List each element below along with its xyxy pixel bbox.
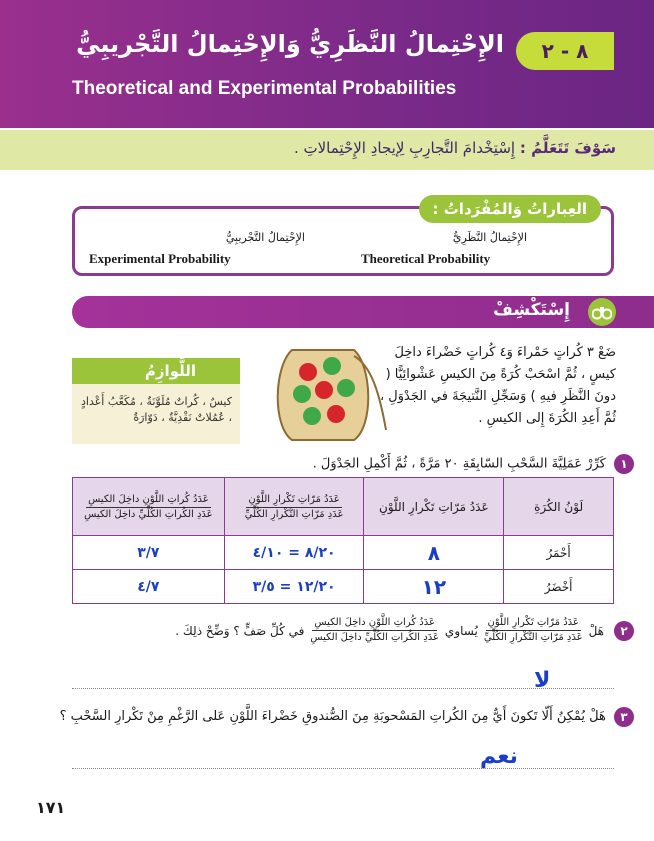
answer-line-3	[72, 768, 614, 769]
header-ratio2-top: عَدَدُ كُراتِ اللَّوْنِ داخِلَ الكيسِ	[86, 493, 211, 508]
header-ratio-bag	[73, 478, 225, 536]
question-3-answer[interactable]: نعم	[480, 744, 518, 769]
learning-objective-label: سَوْفَ تَتَعَلَّمُ :	[519, 139, 616, 157]
vocabulary-tab: العِباراتُ وَالمُفْرَداتُ :	[419, 195, 601, 223]
q2-fraction-b-top: عَدَدُ كُراتِ اللَّوْنِ داخِلَ الكيسِ	[312, 616, 437, 631]
row-count-input[interactable]: ١٢	[364, 570, 504, 604]
q2-fraction-a-top: عَدَدُ مَرّاتِ تَكْرارِ اللَّوْنِ	[486, 616, 581, 631]
header-ratio-frequency	[224, 478, 364, 536]
vocab-term-ar-2: الإِحْتِمالُ التَّجْريبِيُّ	[225, 231, 305, 244]
explore-label: إِسْتَكْشِفْ	[493, 300, 570, 320]
explore-instructions: ضَعْ ٣ كُراتٍ حَمْراءَ وَ٤ كُراتٍ خَضْراءَ داخِلَ كيسٍ ، ثُمَّ اسْحَبْ كُرَةً مِنَ الكيسِ عَشْوائِيًّا ( دونَ النَّظَرِ فيهِ ) وَسَجِّلِ النَّتيجَةَ في الجَدْوَلِ ، ثُمَّ أَعِدِ الكُرَةَ إِلى الكيسِ .	[379, 345, 616, 426]
question-2-post: في كُلِّ صَفٍّ ؟ وَضِّحْ ذلِكَ .	[175, 623, 305, 638]
row-color: أَخْضَرُ	[504, 570, 614, 604]
lesson-header	[0, 0, 654, 128]
vocab-term-en-2: Experimental Probability	[89, 251, 231, 266]
table-row	[73, 570, 614, 604]
page-number: ١٧١	[36, 798, 66, 817]
explore-bar	[72, 296, 654, 328]
question-3-number: ٣	[614, 707, 634, 727]
question-3	[34, 706, 634, 728]
header-count: عَدَدُ مَرّاتِ تَكْرارِ اللَّوْنِ	[364, 478, 504, 536]
binoculars-icon	[588, 298, 616, 326]
bag-of-balls-illustration	[262, 336, 392, 448]
header-color: لَوْنُ الكُرَةِ	[504, 478, 614, 536]
row-ratio1-input[interactable]: ٨/٢٠ = ٤/١٠	[224, 536, 364, 570]
materials-title: اللَّوازِمُ	[72, 358, 240, 384]
question-1-text: كَرِّرْ عَمَلِيَّةَ السَّحْبِ السّابِقَةِ ٢٠ مَرَّةً ، ثُمَّ أَكْمِلِ الجَدْوَلَ .	[312, 456, 606, 472]
question-2-answer[interactable]: لا	[534, 668, 551, 693]
row-color: أَحْمَرُ	[504, 536, 614, 570]
learning-objective-text: إِسْتِخْدامَ التَّجارِبِ لِإيجادِ الإِحْتِمالاتِ .	[293, 139, 516, 157]
materials-box	[72, 358, 240, 444]
header-ratio1-top: عَدَدُ مَرّاتِ تَكْرارِ اللَّوْنِ	[246, 493, 341, 508]
lesson-title-english: Theoretical and Experimental Probabilities	[72, 78, 457, 99]
question-2-mid: يُساوي	[444, 623, 478, 638]
lesson-title-arabic: الإِحْتِمالُ النَّظَرِيُّ وَالإِحْتِمالُ التَّجْريبِيُّ	[76, 30, 504, 58]
learning-objective	[294, 139, 616, 157]
header-ratio1-bottom: عَدَدِ مَرّاتِ التَّكْرارِ الكُلِّيِّ	[244, 509, 344, 520]
row-count-input[interactable]: ٨	[364, 536, 504, 570]
materials-list: كيسٌ ، كُراتٌ مُلَوَّنَةٌ ، مُكَعَّبُ أَعْدادٍ ، عُمُلاتٌ نَقْدِيَّةٌ ، دَوّارَةٌ	[81, 395, 232, 424]
question-1	[313, 454, 634, 474]
question-1-number: ١	[614, 454, 634, 474]
q2-fraction-b-bottom: عَدَدِ الكُراتِ الكُلِّيِّ داخِلَ الكيسِ	[310, 632, 439, 643]
q2-fraction-a-bottom: عَدَدِ مَرّاتِ التَّكْرارِ الكُلِّيِّ	[483, 632, 583, 643]
question-2-pre: هَلْ	[588, 623, 604, 638]
answer-line-2	[72, 688, 614, 689]
vocab-term-ar-1: الإِحْتِمالُ النَّظَرِيُّ	[452, 231, 527, 244]
row-ratio2-input[interactable]: ٣/٧	[73, 536, 225, 570]
results-table	[72, 477, 614, 604]
lesson-number-badge: ٨ - ٢	[516, 32, 614, 70]
header-ratio2-bottom: عَدَدِ الكُراتِ الكُلِّيِّ داخِلَ الكيسِ	[84, 509, 213, 520]
question-2-number: ٢	[614, 621, 634, 641]
table-row	[73, 536, 614, 570]
vocabulary-box	[72, 200, 614, 276]
question-3-text: هَلْ يُمْكِنُ أَلّا تَكونَ أَيٌّ مِنَ الكُراتِ المَسْحوبَةِ مِنَ الصُّندوقِ خَضْراءَ اللَّوْنِ عَلى الرَّغْمِ مِنْ تَكْرارِ السَّحْبِ ؟	[59, 709, 606, 724]
vocab-term-en-1: Theoretical Probability	[361, 251, 491, 266]
question-2	[175, 616, 634, 645]
row-ratio2-input[interactable]: ٤/٧	[73, 570, 225, 604]
row-ratio1-input[interactable]: ١٢/٢٠ = ٣/٥	[224, 570, 364, 604]
learning-objective-bar	[0, 130, 654, 170]
